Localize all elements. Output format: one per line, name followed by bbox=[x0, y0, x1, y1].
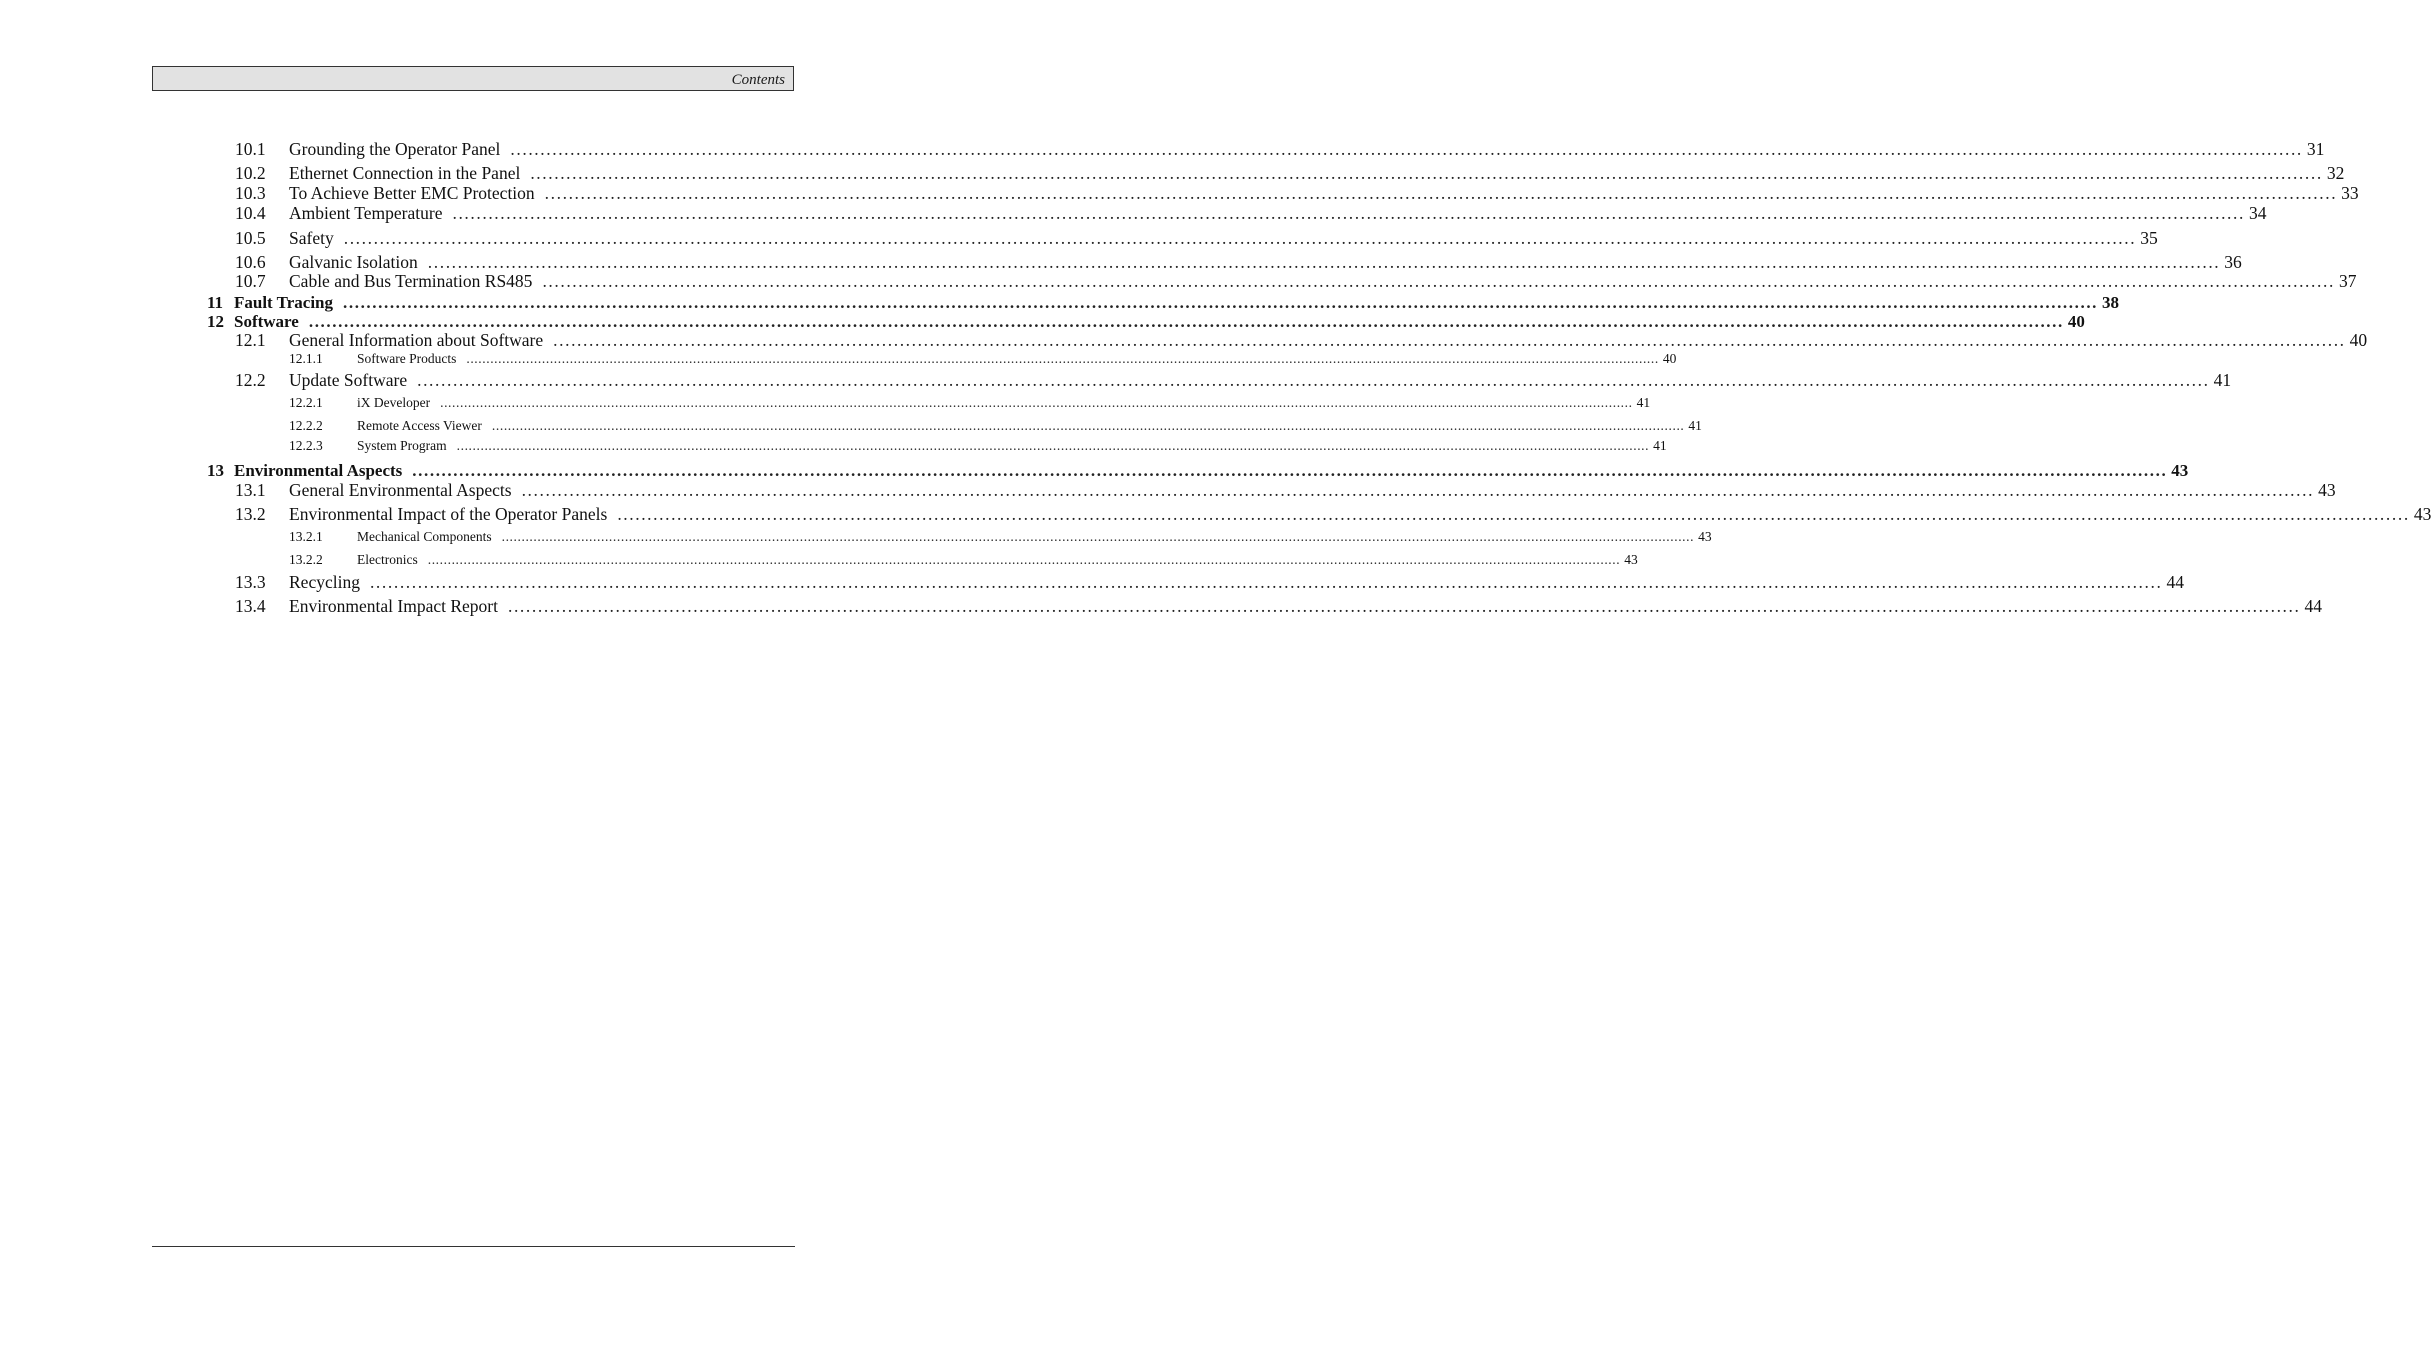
toc-entry[interactable] bbox=[235, 572, 2184, 592]
toc-entry-title: General Environmental Aspects bbox=[289, 480, 512, 500]
toc-entry-page: 41 bbox=[1688, 418, 1702, 433]
toc-dot-leader: ............................................................................................................................................................................................................................................................................................................ bbox=[553, 330, 2346, 350]
toc-entry[interactable] bbox=[235, 480, 2336, 500]
toc-entry-number: 13 bbox=[207, 461, 224, 480]
toc-entry[interactable] bbox=[235, 330, 2368, 350]
toc-entry-title: Update Software bbox=[289, 370, 408, 390]
toc-entry-title: Galvanic Isolation bbox=[289, 252, 418, 272]
toc-entry-page: 32 bbox=[2326, 163, 2345, 183]
toc-entry-page: 40 bbox=[1662, 351, 1677, 366]
toc-entry-number: 12.2.2 bbox=[289, 418, 323, 433]
toc-dot-leader: ............................................................................................................................................................................................................................................................................................................ bbox=[427, 252, 2221, 272]
toc-entry[interactable] bbox=[235, 596, 2322, 616]
toc-entry-page: 35 bbox=[2140, 228, 2158, 248]
toc-entry-number: 11 bbox=[207, 293, 224, 312]
toc-entry[interactable] bbox=[207, 461, 2189, 480]
toc-entry-title: Safety bbox=[289, 228, 334, 248]
toc-entry[interactable] bbox=[207, 312, 2085, 331]
toc-entry[interactable] bbox=[289, 395, 1651, 410]
toc-dot-leader: ............................................................................................................................................................................................................................................................................................................ bbox=[343, 293, 2099, 312]
toc-entry[interactable] bbox=[289, 351, 1677, 366]
toc-entry-page: 40 bbox=[2067, 312, 2085, 331]
toc-entry-page: 36 bbox=[2224, 252, 2242, 272]
toc-entry-title: Remote Access Viewer bbox=[357, 418, 482, 433]
toc-entry-number: 10.3 bbox=[235, 183, 266, 203]
toc-entry-title: General Information about Software bbox=[289, 330, 544, 350]
toc-entry[interactable] bbox=[235, 203, 2267, 223]
toc-entry-page: 43 bbox=[2318, 480, 2336, 500]
toc-entry-page: 31 bbox=[2306, 139, 2325, 159]
toc-entry-title: Environmental Aspects bbox=[234, 461, 403, 480]
toc-entry-number: 12.1.1 bbox=[289, 351, 323, 366]
toc-entry-number: 13.2 bbox=[235, 504, 266, 524]
toc-dot-leader: ............................................................................................................................................................................................................................................................................................................ bbox=[452, 203, 2245, 223]
toc-dot-leader: ............................................................................................................................................................................................................................................................................................................ bbox=[466, 351, 1659, 366]
toc-entry[interactable] bbox=[235, 183, 2359, 203]
toc-dot-leader: ............................................................................................................................................................................................................................................................................................................ bbox=[369, 572, 2163, 592]
toc-entry[interactable] bbox=[207, 293, 2120, 312]
toc-dot-leader: ............................................................................................................................................................................................................................................................................................................ bbox=[427, 552, 1621, 567]
toc-entry-page: 34 bbox=[2248, 203, 2267, 223]
toc-entry-title: Fault Tracing bbox=[234, 293, 334, 312]
toc-entry[interactable] bbox=[235, 163, 2345, 183]
toc-entry-page: 40 bbox=[2349, 330, 2368, 350]
toc-dot-leader: ............................................................................................................................................................................................................................................................................................................ bbox=[521, 480, 2315, 500]
toc-entry-title: Recycling bbox=[289, 572, 360, 592]
toc-entry-number: 13.2.1 bbox=[289, 529, 323, 544]
toc-entry-title: Environmental Impact of the Operator Panels bbox=[289, 504, 608, 524]
toc-entry-page: 43 bbox=[2413, 504, 2431, 524]
header-title: Contents bbox=[731, 72, 785, 88]
toc-dot-leader: ............................................................................................................................................................................................................................................................................................................ bbox=[501, 529, 1695, 544]
toc-entry-number: 10.6 bbox=[235, 252, 266, 272]
toc-entry-number: 10.1 bbox=[235, 139, 266, 159]
toc-dot-leader: ............................................................................................................................................................................................................................................................................................................ bbox=[417, 370, 2210, 390]
toc-entry-number: 12 bbox=[207, 312, 224, 331]
toc-entry-number: 13.4 bbox=[235, 596, 266, 616]
toc-dot-leader: ............................................................................................................................................................................................................................................................................................................ bbox=[412, 461, 2168, 480]
footer-rule bbox=[152, 1246, 795, 1247]
toc-entry-number: 10.7 bbox=[235, 271, 266, 291]
toc-entry-title: Environmental Impact Report bbox=[289, 596, 498, 616]
toc-entry-number: 12.2.1 bbox=[289, 395, 323, 410]
toc-dot-leader: ............................................................................................................................................................................................................................................................................................................ bbox=[456, 438, 1650, 453]
toc-entry-page: 43 bbox=[1624, 552, 1638, 567]
toc-entry-page: 44 bbox=[2304, 596, 2322, 616]
toc-dot-leader: ............................................................................................................................................................................................................................................................................................................ bbox=[510, 139, 2303, 159]
toc-entry-number: 10.2 bbox=[235, 163, 266, 183]
toc-entry[interactable] bbox=[289, 418, 1702, 433]
toc-dot-leader: ............................................................................................................................................................................................................................................................................................................ bbox=[542, 271, 2335, 291]
toc-entry-page: 43 bbox=[1698, 529, 1712, 544]
toc-entry[interactable] bbox=[289, 552, 1638, 567]
toc-entry-title: System Program bbox=[357, 438, 447, 453]
toc-entry-number: 12.2 bbox=[235, 370, 266, 390]
toc-entry-number: 12.1 bbox=[235, 330, 266, 350]
toc-entry-title: Ethernet Connection in the Panel bbox=[289, 163, 521, 183]
toc-entry-page: 41 bbox=[2213, 370, 2232, 390]
toc-dot-leader: ............................................................................................................................................................................................................................................................................................................ bbox=[491, 418, 1685, 433]
toc-entry[interactable] bbox=[235, 370, 2232, 390]
toc-entry[interactable] bbox=[289, 438, 1667, 453]
toc-entry-number: 13.3 bbox=[235, 572, 266, 592]
toc-entry-number: 13.1 bbox=[235, 480, 266, 500]
toc-entry-number: 10.4 bbox=[235, 203, 266, 223]
toc-entry-page: 38 bbox=[2102, 293, 2120, 312]
toc-entry-number: 12.2.3 bbox=[289, 438, 323, 453]
toc-entry-title: Software bbox=[234, 312, 299, 331]
toc-entry[interactable] bbox=[289, 529, 1712, 544]
toc-entry-title: iX Developer bbox=[357, 395, 431, 410]
toc-entry-page: 41 bbox=[1653, 438, 1667, 453]
toc-dot-leader: ............................................................................................................................................................................................................................................................................................................ bbox=[530, 163, 2323, 183]
toc-dot-leader: ............................................................................................................................................................................................................................................................................................................ bbox=[343, 228, 2137, 248]
toc-entry[interactable] bbox=[235, 252, 2242, 272]
toc-entry-title: Ambient Temperature bbox=[289, 203, 443, 223]
toc-entry-page: 44 bbox=[2166, 572, 2184, 592]
toc-entry-title: Mechanical Components bbox=[357, 529, 492, 544]
toc-entry-page: 33 bbox=[2341, 183, 2359, 203]
toc-entry[interactable] bbox=[235, 139, 2325, 159]
toc-entry-title: Cable and Bus Termination RS485 bbox=[289, 271, 533, 291]
toc-entry[interactable] bbox=[235, 504, 2431, 524]
toc-entry-title: To Achieve Better EMC Protection bbox=[289, 183, 535, 203]
toc-dot-leader: ............................................................................................................................................................................................................................................................................................................ bbox=[308, 312, 2064, 331]
toc-entry-number: 13.2.2 bbox=[289, 552, 323, 567]
toc-dot-leader: ............................................................................................................................................................................................................................................................................................................ bbox=[507, 596, 2301, 616]
toc-entry-page: 41 bbox=[1636, 395, 1651, 410]
toc-dot-leader: ............................................................................................................................................................................................................................................................................................................ bbox=[617, 504, 2410, 524]
toc-entry-title: Electronics bbox=[357, 552, 418, 567]
toc-entry-page: 37 bbox=[2338, 271, 2357, 291]
toc-entry-number: 10.5 bbox=[235, 228, 266, 248]
toc-dot-leader: ............................................................................................................................................................................................................................................................................................................ bbox=[440, 395, 1633, 410]
toc-entry-page: 43 bbox=[2171, 461, 2189, 480]
toc-entry[interactable] bbox=[235, 271, 2357, 291]
toc-entry[interactable] bbox=[235, 228, 2158, 248]
toc-entry-title: Grounding the Operator Panel bbox=[289, 139, 501, 159]
toc-entry-title: Software Products bbox=[357, 351, 457, 366]
toc-dot-leader: ............................................................................................................................................................................................................................................................................................................ bbox=[544, 183, 2338, 203]
